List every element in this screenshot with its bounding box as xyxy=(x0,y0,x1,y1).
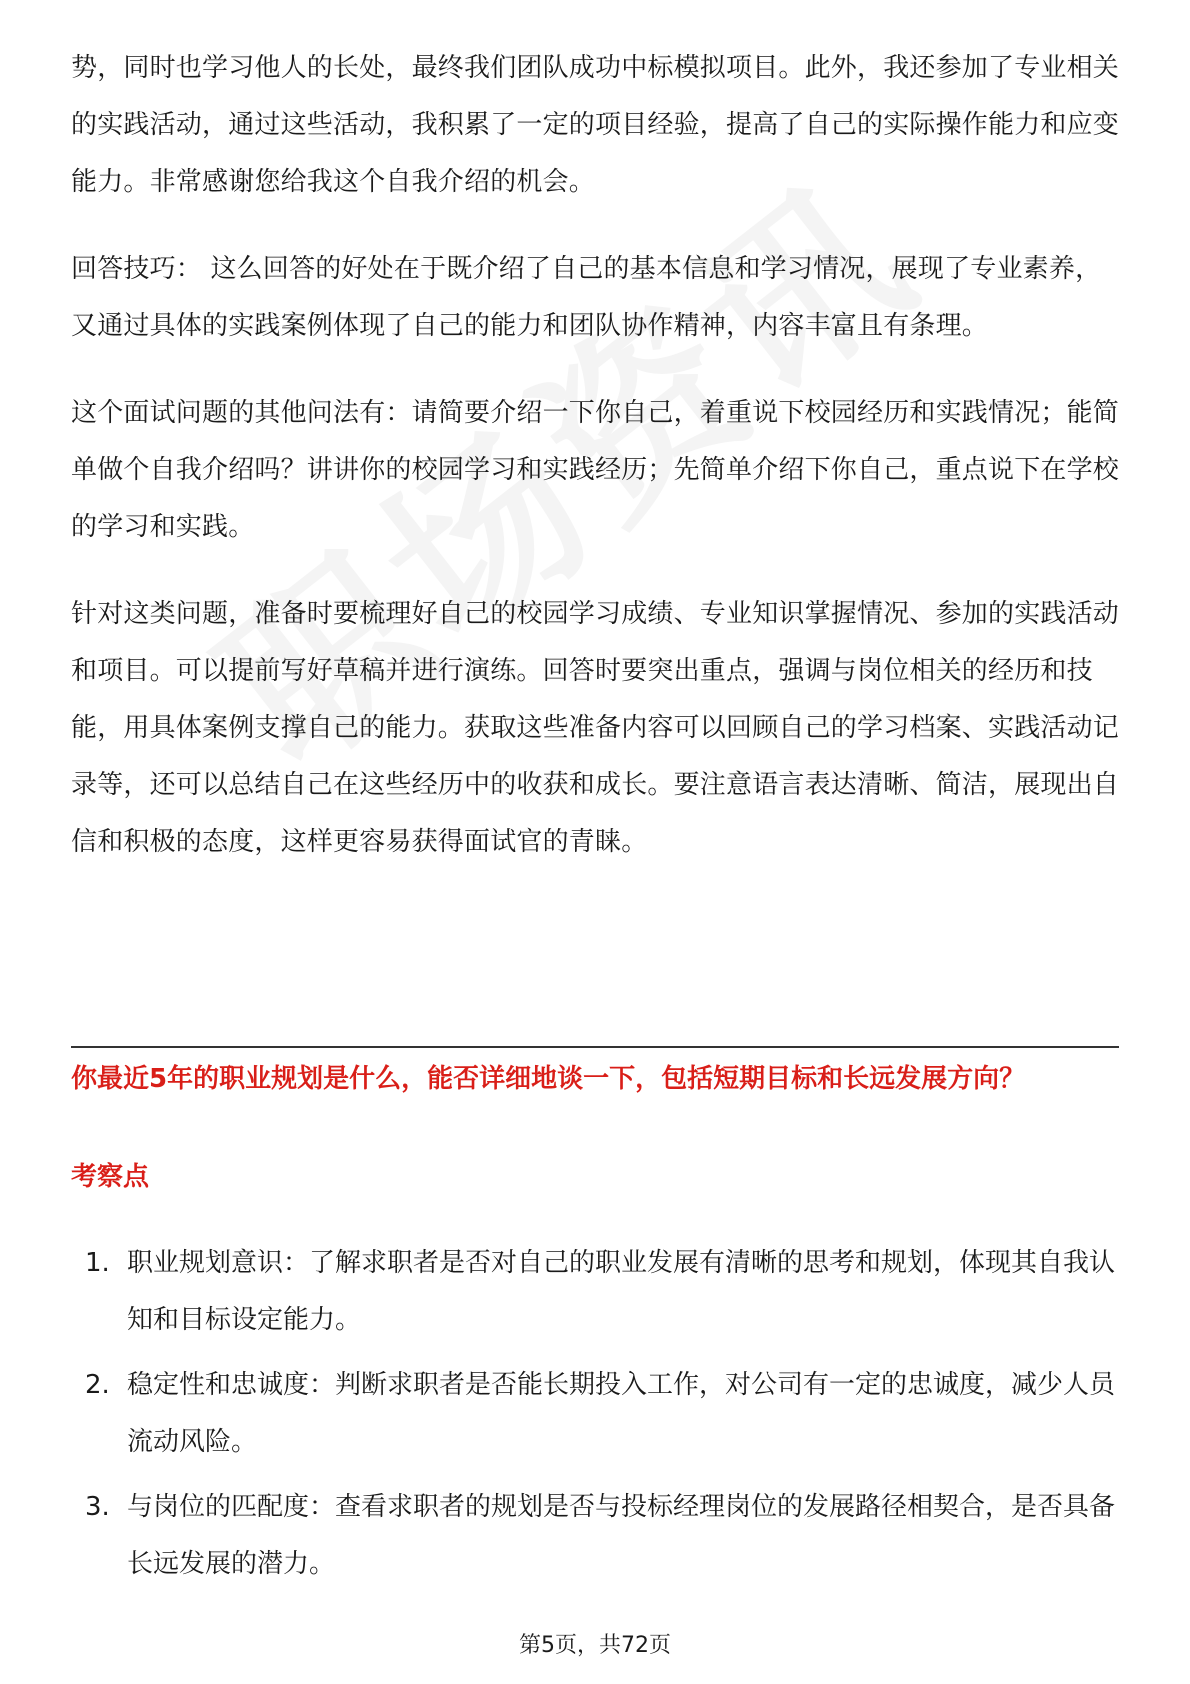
question-heading: 你最近5年的职业规划是什么，能否详细地谈一下，包括短期目标和长远发展方向？ xyxy=(71,1064,1026,1094)
list-item-number: 3. xyxy=(85,1492,110,1522)
list-item xyxy=(71,1235,1119,1349)
paragraph-preparation-advice: 针对这类问题，准备时要梳理好自己的校园学习成绩、专业知识掌握情况、参加的实践活动和项目。可以提前写好草稿并进行演练。回答时要突出重点，强调与岗位相关的经历和技能，用具体案例支撑自己的能力。获取这些准备内容可以回顾自己的学习档案、实践活动记录等，还可以总结自己在这些经历中的收获和成长。要注意语言表达清晰、简洁，展现出自信和积极的态度，这样更容易获得面试官的青睐。 xyxy=(71,599,1120,857)
section-divider xyxy=(71,1046,1119,1048)
paragraph-intro-end: 势，同时也学习他人的长处，最终我们团队成功中标模拟项目。此外，我还参加了专业相关的实践活动，通过这些活动，我积累了一定的项目经验，提高了自己的实际操作能力和应变能力。非常感谢您给我这个自我介绍的机会。 xyxy=(71,53,1120,197)
list-item xyxy=(71,1357,1119,1471)
list-item-text: 职业规划意识：了解求职者是否对自己的职业发展有清晰的思考和规划，体现其自我认知和目标设定能力。 xyxy=(127,1248,1116,1335)
assessment-points-heading: 考察点 xyxy=(71,1162,150,1192)
list-item-number: 1. xyxy=(85,1248,110,1278)
list-item-text: 稳定性和忠诚度：判断求职者是否能长期投入工作，对公司有一定的忠诚度，减少人员流动风险。 xyxy=(127,1370,1116,1457)
list-item-number: 2. xyxy=(85,1370,110,1400)
page-number-footer: 第5页，共72页 xyxy=(519,1633,671,1658)
document-body xyxy=(71,40,1119,901)
list-item-text: 与岗位的匹配度：查看求职者的规划是否与投标经理岗位的发展路径相契合，是否具备长远发展的潜力。 xyxy=(127,1492,1116,1579)
paragraph-answer-tips: 回答技巧： 这么回答的好处在于既介绍了自己的基本信息和学习情况，展现了专业素养，又通过具体的实践案例体现了自己的能力和团队协作精神，内容丰富且有条理。 xyxy=(71,254,1102,341)
list-item xyxy=(71,1479,1119,1593)
paragraph-alternate-questions: 这个面试问题的其他问法有：请简要介绍一下你自己，着重说下校园经历和实践情况；能简单做个自我介绍吗？讲讲你的校园学习和实践经历；先简单介绍下你自己，重点说下在学校的学习和实践。 xyxy=(71,398,1120,542)
assessment-points-list xyxy=(71,1235,1119,1593)
